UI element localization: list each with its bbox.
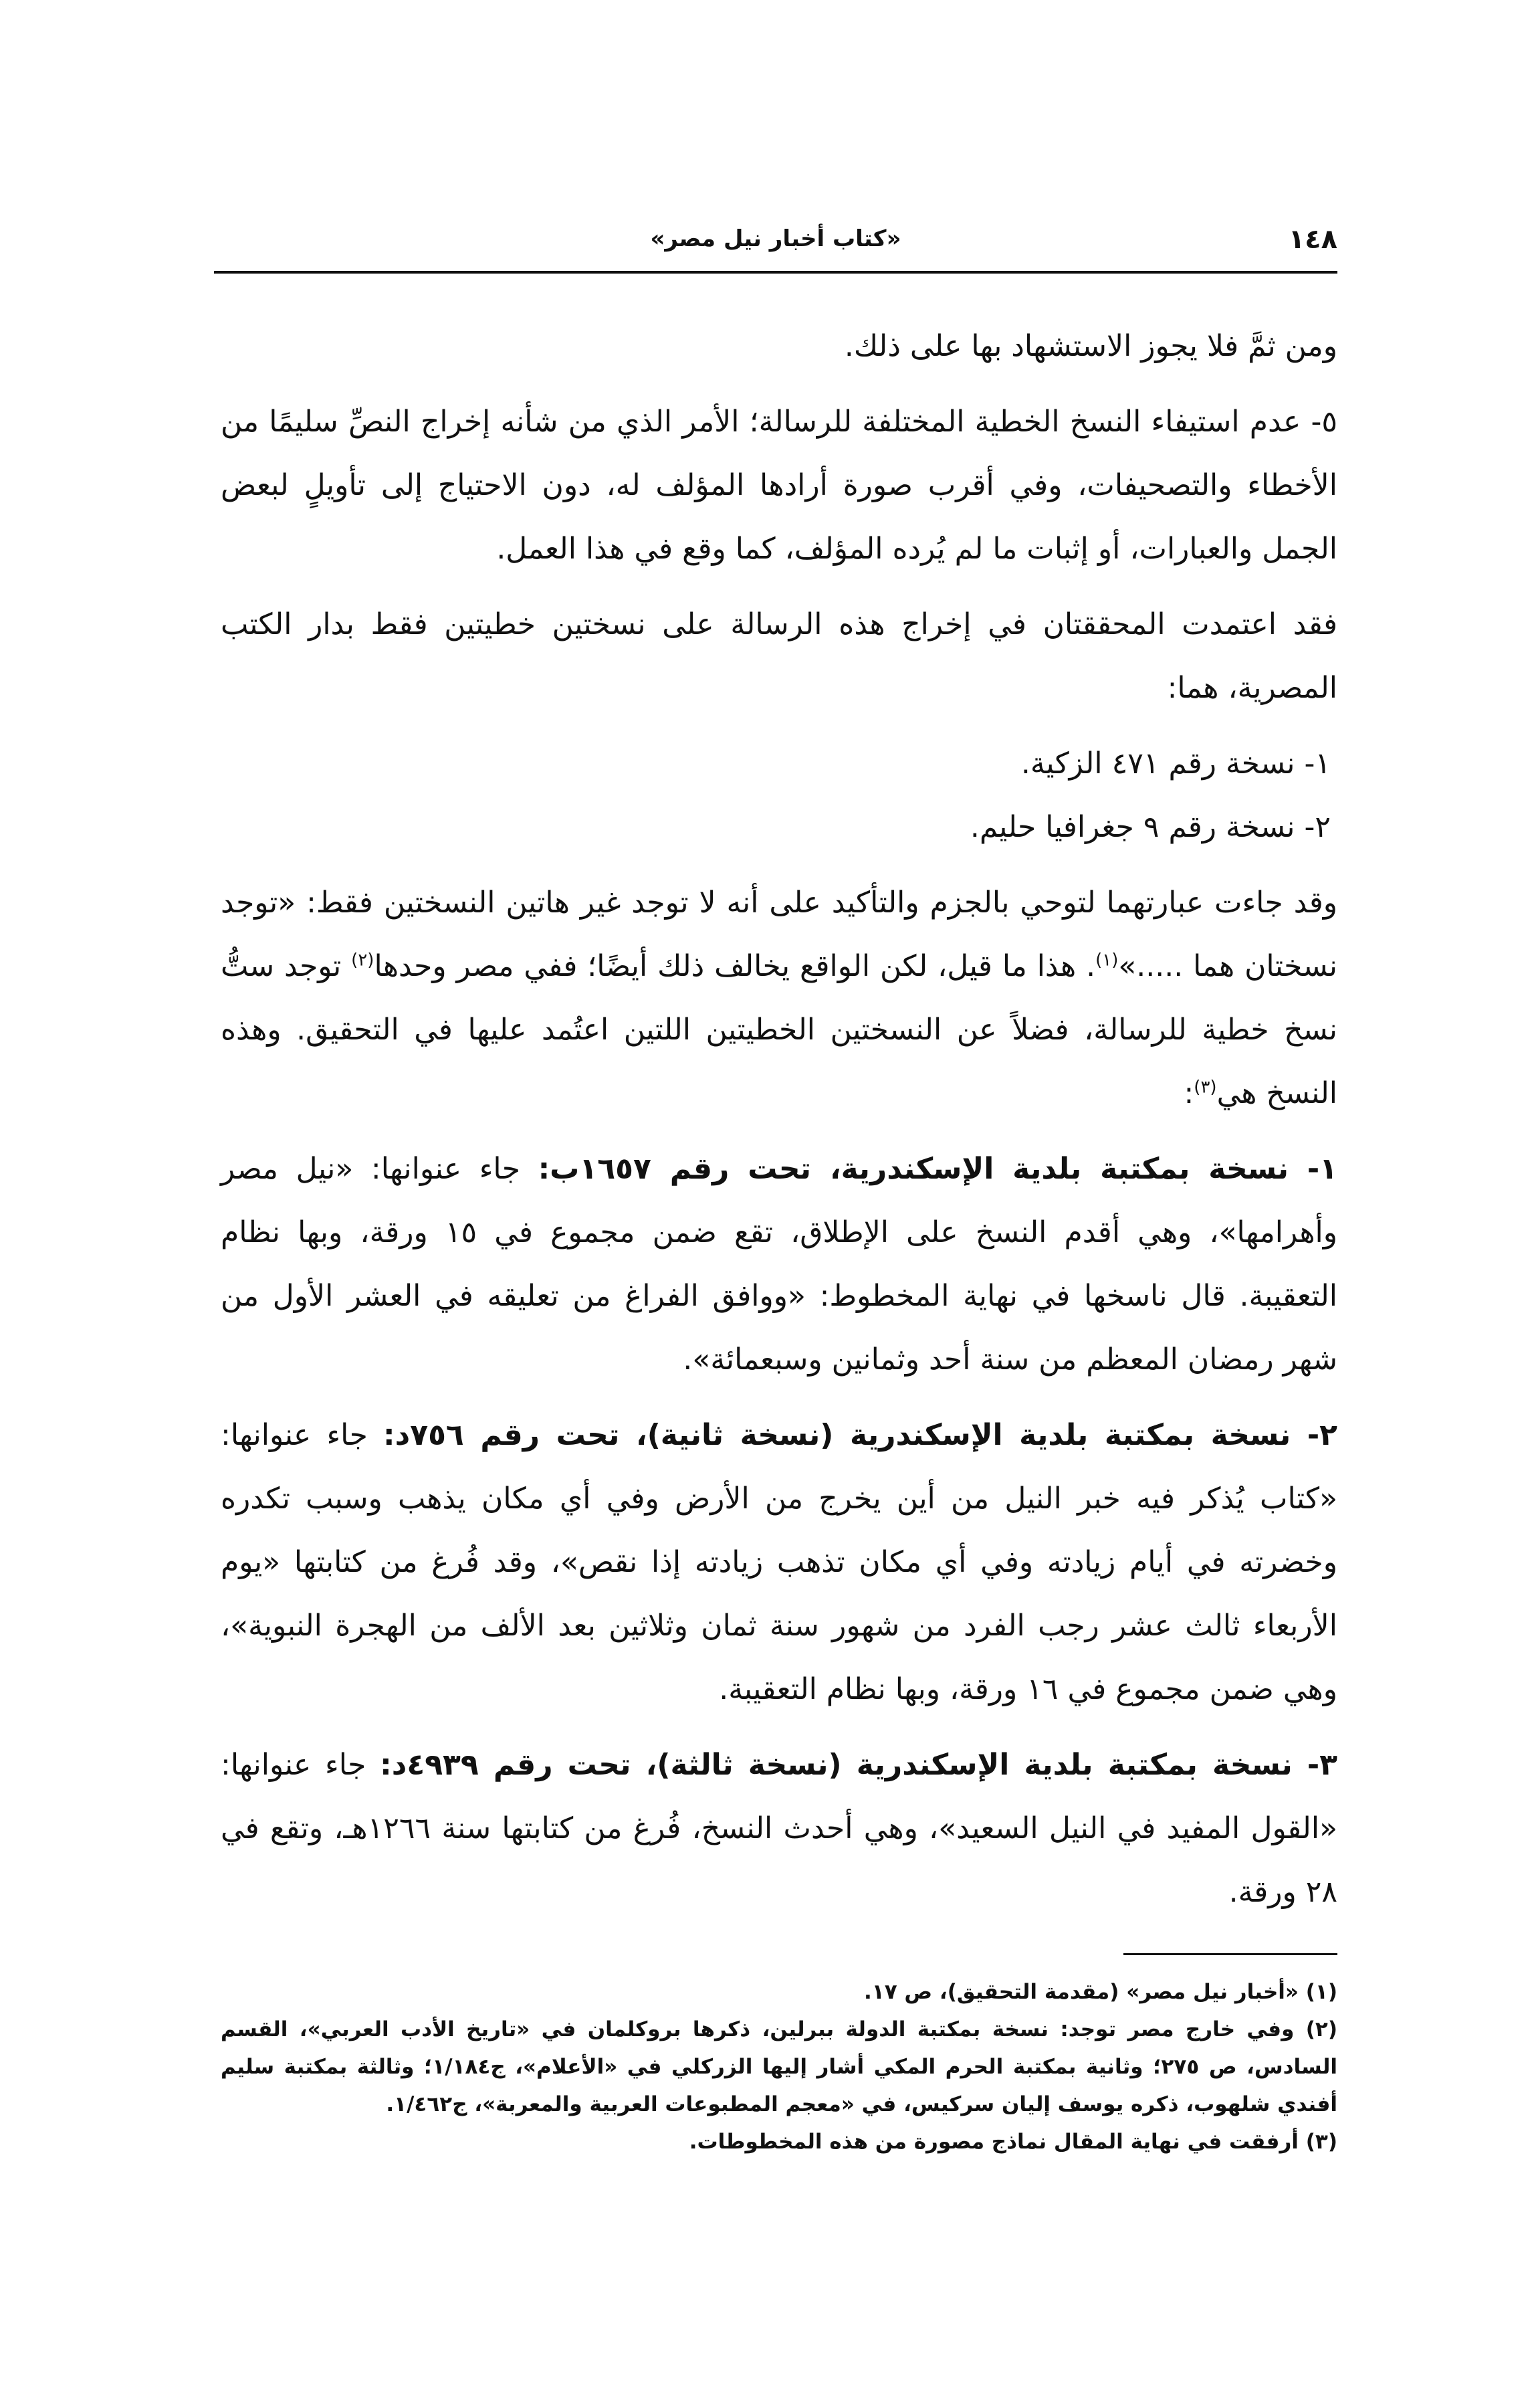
footnote-1: (١) «أخبار نيل مصر» (مقدمة التحقيق)، ص ١٧. xyxy=(864,1980,1337,2004)
page-header xyxy=(214,224,1337,278)
paragraph-1: ٥- عدم استيفاء النسخ الخطية المختلفة للرسالة؛ الأمر الذي من شأنه إخراج النصِّ سليمًا من الأخطاء والتصحيفات، وفي أقرب صورة أرادها المؤلف له، دون الاحتياج إلى تأويلٍ لبعض الجمل والعبارات، أو إثبات ما لم يُرده المؤلف، كما وقع في هذا العمل. xyxy=(221,405,1337,566)
manuscript-entry-3 xyxy=(221,1733,1337,1924)
main-text xyxy=(221,314,1337,1936)
manuscript-entry-1 xyxy=(221,1137,1337,1391)
footnote-2: (٢) وفي خارج مصر توجد: نسخة بمكتبة الدولة ببرلين، ذكرها بروكلمان في «تاريخ الأدب العربي»، القسم السادس، ص ٢٧٥؛ وثانية بمكتبة الحرم المكي أشار إليها الزركلي في «الأعلام»، ج١/١٨٤؛ وثالثة بمكتبة سليم أفندي شلهوب، ذكره يوسف إليان سركيس، في «معجم المطبوعات العربية والمعربة»، ج١/٤٦٢. xyxy=(221,2017,1337,2116)
paragraph-2: فقد اعتمدت المحققتان في إخراج هذه الرسالة على نسختين خطيتين فقط بدار الكتب المصرية، هما: xyxy=(221,607,1337,705)
paragraph-3-text-c: توجد ستُّ نسخ خطية للرسالة، فضلاً عن النسختين الخطيتين اللتين اعتُمد عليها في التحقيق. وهذه النسخ هي xyxy=(221,949,1337,1110)
manuscript-entry-2 xyxy=(221,1403,1337,1721)
footnote-ref-3[interactable]: (٣) xyxy=(1194,1077,1217,1098)
manuscript-entry-2-body: جاء عنوانها: «كتاب يُذكر فيه خبر النيل من أين يخرج من الأرض وفي أي مكان يذهب وسبب تكدره وخضرته في أيام زيادته وفي أي مكان تذهب زيادته إذا نقص»، وقد فُرغ من كتابتها «يوم الأربعاء ثالث عشر رجب الفرد من شهور سنة ثمان وثلاثين بعد الألف من الهجرة النبوية»، وهي ضمن مجموع في ١٦ ورقة، وبها نظام التعقيبة. xyxy=(221,1418,1337,1706)
footnotes xyxy=(221,1973,1337,2161)
manuscript-entry-2-heading: ٢- نسخة بمكتبة بلدية الإسكندرية (نسخة ثانية)، تحت رقم ٧٥٦د: xyxy=(383,1418,1337,1452)
footnote-separator xyxy=(1123,1953,1337,1955)
running-title: «كتاب أخبار نيل مصر» xyxy=(650,225,901,252)
footnote-ref-2[interactable]: (٢) xyxy=(351,950,374,971)
paragraph-3-text-d: : xyxy=(1184,1076,1194,1110)
manuscript-list-item-2: ٢- نسخة رقم ٩ جغرافيا حليم. xyxy=(970,810,1331,844)
header-rule xyxy=(214,271,1337,274)
paragraph-3-text-b: . هذا ما قيل، لكن الواقع يخالف ذلك أيضًا؛ ففي مصر وحدها xyxy=(374,949,1096,983)
paragraph-3 xyxy=(221,871,1337,1125)
footnote-ref-1[interactable]: (١) xyxy=(1095,950,1119,971)
manuscript-entry-1-heading: ١- نسخة بمكتبة بلدية الإسكندرية، تحت رقم ١٦٥٧ب: xyxy=(538,1152,1337,1186)
page-number: ١٤٨ xyxy=(1288,224,1337,255)
manuscript-list-item-1: ١- نسخة رقم ٤٧١ الزكية. xyxy=(1020,746,1331,781)
paragraph-0: ومن ثمَّ فلا يجوز الاستشهاد بها على ذلك. xyxy=(844,329,1337,363)
manuscript-entry-3-body: جاء عنوانها: «القول المفيد في النيل السعيد»، وهي أحدث النسخ، فُرغ من كتابتها سنة ١٢٦٦هـ، وتقع في ٢٨ ورقة. xyxy=(221,1748,1337,1909)
footnote-3: (٣) أرفقت في نهاية المقال نماذج مصورة من هذه المخطوطات. xyxy=(689,2130,1337,2154)
paragraph-3-text-a: وقد جاءت عبارتهما لتوحي بالجزم والتأكيد على أنه لا توجد غير هاتين النسختين فقط: «توجد نسختان هما .....» xyxy=(221,886,1337,983)
manuscript-entry-3-heading: ٣- نسخة بمكتبة بلدية الإسكندرية (نسخة ثالثة)، تحت رقم ٤٩٣٩د: xyxy=(380,1748,1337,1782)
manuscript-entry-1-body: جاء عنوانها: «نيل مصر وأهرامها»، وهي أقدم النسخ على الإطلاق، تقع ضمن مجموع في ١٥ ورقة، وبها نظام التعقيبة. قال ناسخها في نهاية المخطوط: «ووافق الفراغ من تعليقه في العشر الأول من شهر رمضان المعظم من سنة أحد وثمانين وسبعمائة». xyxy=(221,1152,1337,1377)
